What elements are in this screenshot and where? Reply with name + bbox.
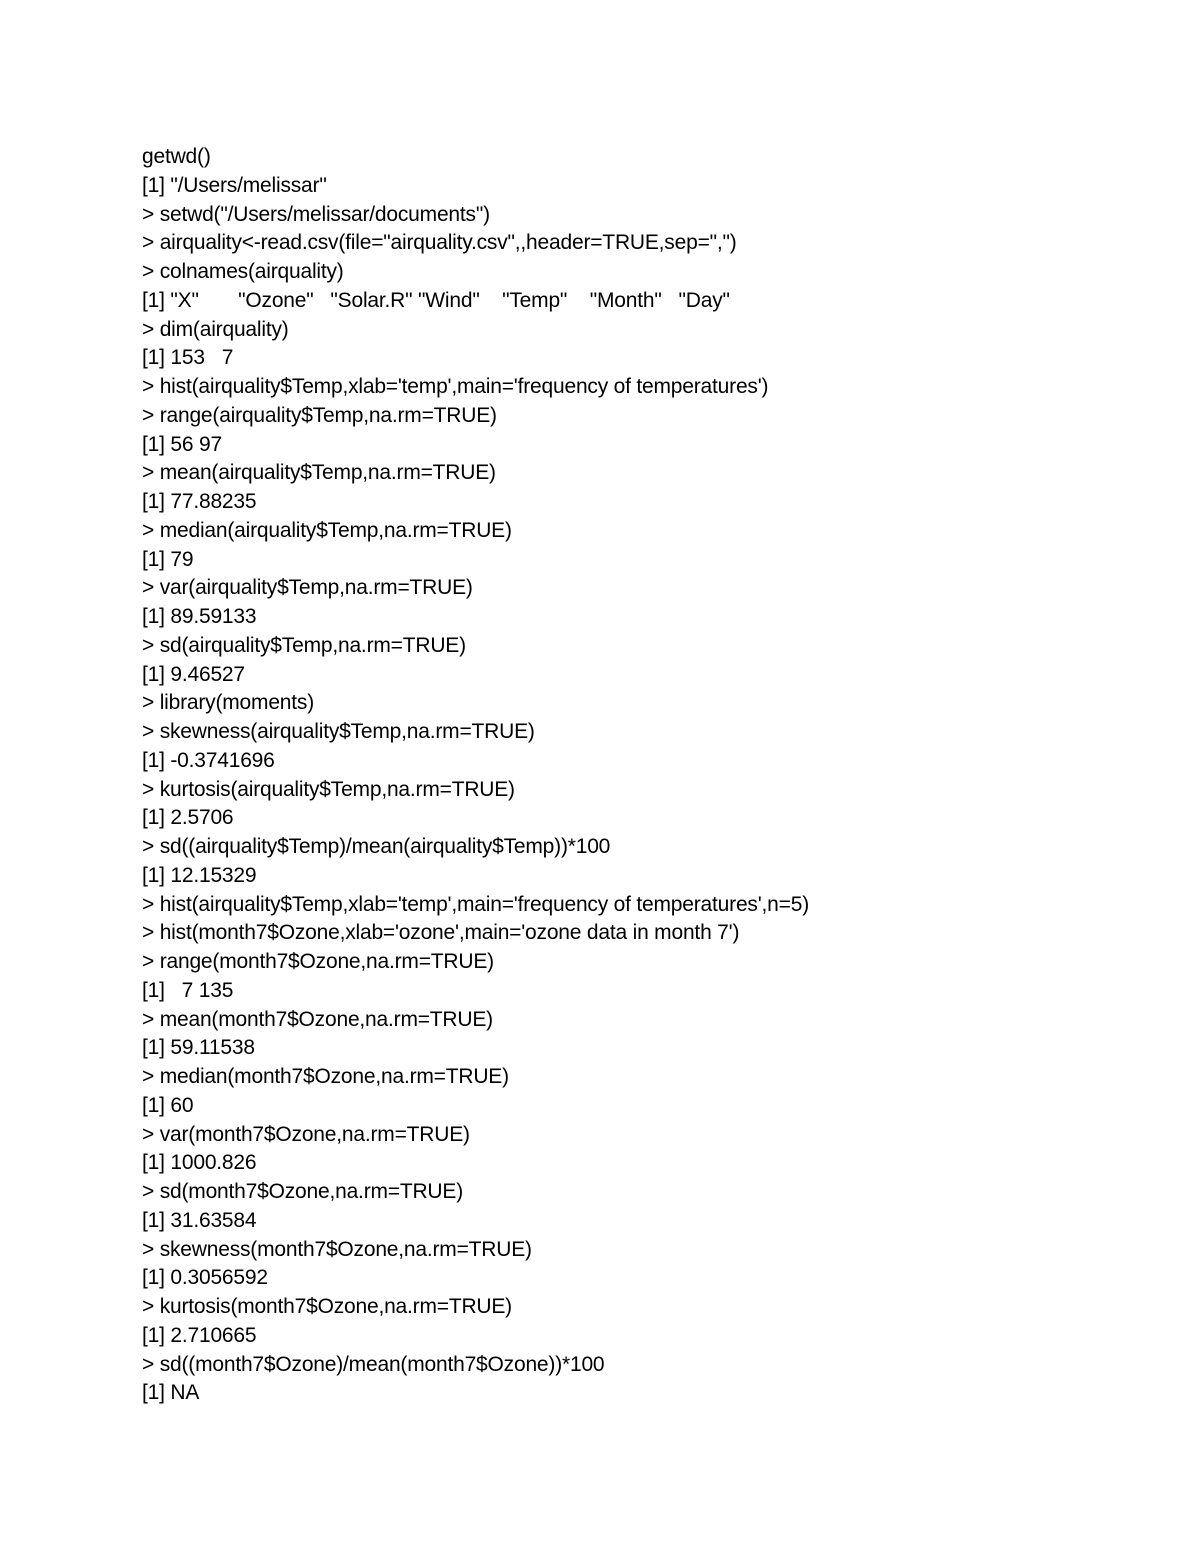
- text-line: [1] 2.5706: [142, 806, 234, 830]
- text-line: > skewness(airquality$Temp,na.rm=TRUE): [142, 720, 535, 743]
- text-line: [1] 59.11538: [142, 1036, 255, 1060]
- text-line: > hist(airquality$Temp,xlab='temp',main='frequency of temperatures'): [142, 375, 769, 398]
- text-line: [1] 153 7: [142, 346, 234, 370]
- text-line: [1] 12.15329: [142, 863, 257, 887]
- text-line: [1] 31.63584: [142, 1208, 257, 1232]
- r-console-transcript: [142, 143, 1142, 1408]
- text-line: > var(month7$Ozone,na.rm=TRUE): [142, 1122, 470, 1146]
- text-line: [1] -0.3741696: [142, 748, 275, 772]
- text-line: [1] 7 135: [142, 978, 234, 1002]
- text-line: [1] "/Users/melissar": [142, 173, 327, 197]
- text-line: [1] 9.46527: [142, 662, 245, 686]
- text-line: > sd((airquality$Temp)/mean(airquality$Temp))*100: [142, 835, 611, 858]
- text-line: [1] 2.710665: [142, 1323, 257, 1347]
- text-line: > mean(month7$Ozone,na.rm=TRUE): [142, 1007, 493, 1031]
- text-line: [1] "X" "Ozone" "Solar.R" "Wind" "Temp" "Month" "Day": [142, 288, 730, 312]
- text-line: > var(airquality$Temp,na.rm=TRUE): [142, 576, 473, 600]
- text-line: > colnames(airquality): [142, 260, 344, 283]
- text-line: [1] 79: [142, 547, 194, 571]
- text-line: getwd(): [142, 145, 211, 168]
- text-line: > mean(airquality$Temp,na.rm=TRUE): [142, 461, 496, 485]
- text-line: [1] 1000.826: [142, 1151, 257, 1175]
- text-line: > range(airquality$Temp,na.rm=TRUE): [142, 403, 497, 427]
- text-line: > median(airquality$Temp,na.rm=TRUE): [142, 518, 512, 542]
- text-line: > skewness(month7$Ozone,na.rm=TRUE): [142, 1237, 532, 1261]
- text-line: > kurtosis(month7$Ozone,na.rm=TRUE): [142, 1295, 512, 1318]
- text-line: > sd(airquality$Temp,na.rm=TRUE): [142, 633, 466, 657]
- text-line: [1] 89.59133: [142, 605, 257, 628]
- text-line: > library(moments): [142, 691, 315, 715]
- text-line: [1] 56 97: [142, 432, 222, 456]
- text-line: [1] NA: [142, 1381, 200, 1405]
- text-line: [1] 77.88235: [142, 490, 257, 513]
- text-line: > median(month7$Ozone,na.rm=TRUE): [142, 1065, 509, 1088]
- text-line: > airquality<-read.csv(file="airquality.csv",,header=TRUE,sep=","): [142, 231, 737, 255]
- text-line: > setwd("/Users/melissar/documents"): [142, 202, 490, 226]
- text-line: > hist(month7$Ozone,xlab='ozone',main='ozone data in month 7'): [142, 921, 740, 945]
- text-line: > dim(airquality): [142, 317, 289, 341]
- text-line: [1] 0.3056592: [142, 1266, 268, 1290]
- text-line: > hist(airquality$Temp,xlab='temp',main='frequency of temperatures',n=5): [142, 892, 809, 916]
- text-line: [1] 60: [142, 1093, 194, 1117]
- text-line: > sd(month7$Ozone,na.rm=TRUE): [142, 1180, 464, 1203]
- text-line: > kurtosis(airquality$Temp,na.rm=TRUE): [142, 777, 515, 801]
- text-line: > range(month7$Ozone,na.rm=TRUE): [142, 950, 494, 973]
- text-line: > sd((month7$Ozone)/mean(month7$Ozone))*100: [142, 1352, 605, 1376]
